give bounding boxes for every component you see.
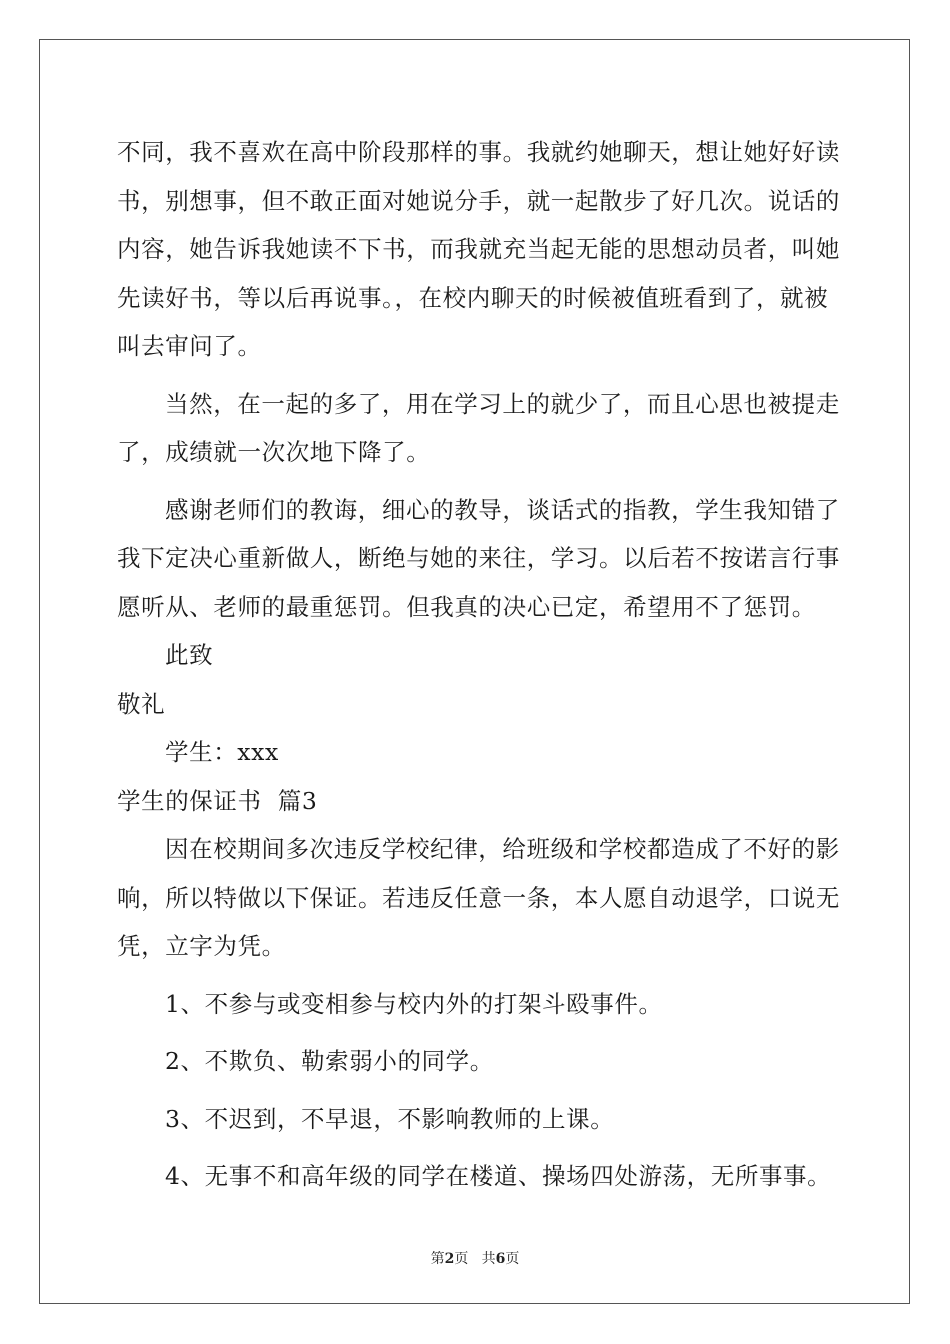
page-number-mid: 页 共 [454,1251,496,1267]
paragraph-line: 响，所以特做以下保证。若违反任意一条，本人愿自动退学，口说无 [117,883,840,912]
section-heading: 学生的保证书 篇3 [117,786,318,815]
list-item: 1、不参与或变相参与校内外的打架斗殴事件。 [165,989,663,1018]
paragraph-line: 因在校期间多次违反学校纪律，给班级和学校都造成了不好的影 [165,835,840,863]
document-body [117,128,840,1201]
paragraph-line: 愿听从、老师的最重惩罚。但我真的决心已定，希望用不了惩罚。 [117,592,816,621]
page-number-total: 6 [495,1251,506,1267]
list-item: 4、无事不和高年级的同学在楼道、操场四处游荡，无所事事。 [165,1162,832,1190]
paragraph-line: 凭，立字为凭。 [117,932,286,960]
page-number-prefix: 第 [430,1251,445,1267]
signature-line: 学生：xxx [165,738,279,766]
paragraph-line: 先读好书，等以后再说事。，在校内聊天的时候被值班看到了，就被 [117,283,829,312]
page-number-suffix: 页 [505,1251,520,1267]
list-item: 2、不欺负、勒索弱小的同学。 [165,1047,494,1075]
paragraph-line: 叫去审问了。 [117,332,262,360]
paragraph-line: 当然，在一起的多了，用在学习上的就少了，而且心思也被提走 [165,389,840,418]
paragraph-line: 我下定决心重新做人，断绝与她的来往，学习。以后若不按诺言行事 [117,544,840,572]
page-number-current: 2 [444,1251,455,1267]
list-item: 3、不迟到，不早退，不影响教师的上课。 [165,1104,615,1133]
salutation-line: 敬礼 [117,689,166,718]
closing-line: 此致 [165,641,214,669]
paragraph-line: 了，成绩就一次次地下降了。 [117,438,431,466]
paragraph-line: 书，别想事，但不敢正面对她说分手，就一起散步了好几次。说话的 [117,186,840,215]
paragraph-line: 内容，她告诉我她读不下书，而我就充当起无能的思想动员者，叫她 [117,235,840,263]
paragraph-line: 不同，我不喜欢在高中阶段那样的事。我就约她聊天，想让她好好读 [117,138,840,166]
page-footer [0,1248,950,1268]
paragraph-line: 感谢老师们的教诲，细心的教导，谈话式的指教，学生我知错了 [165,495,840,524]
